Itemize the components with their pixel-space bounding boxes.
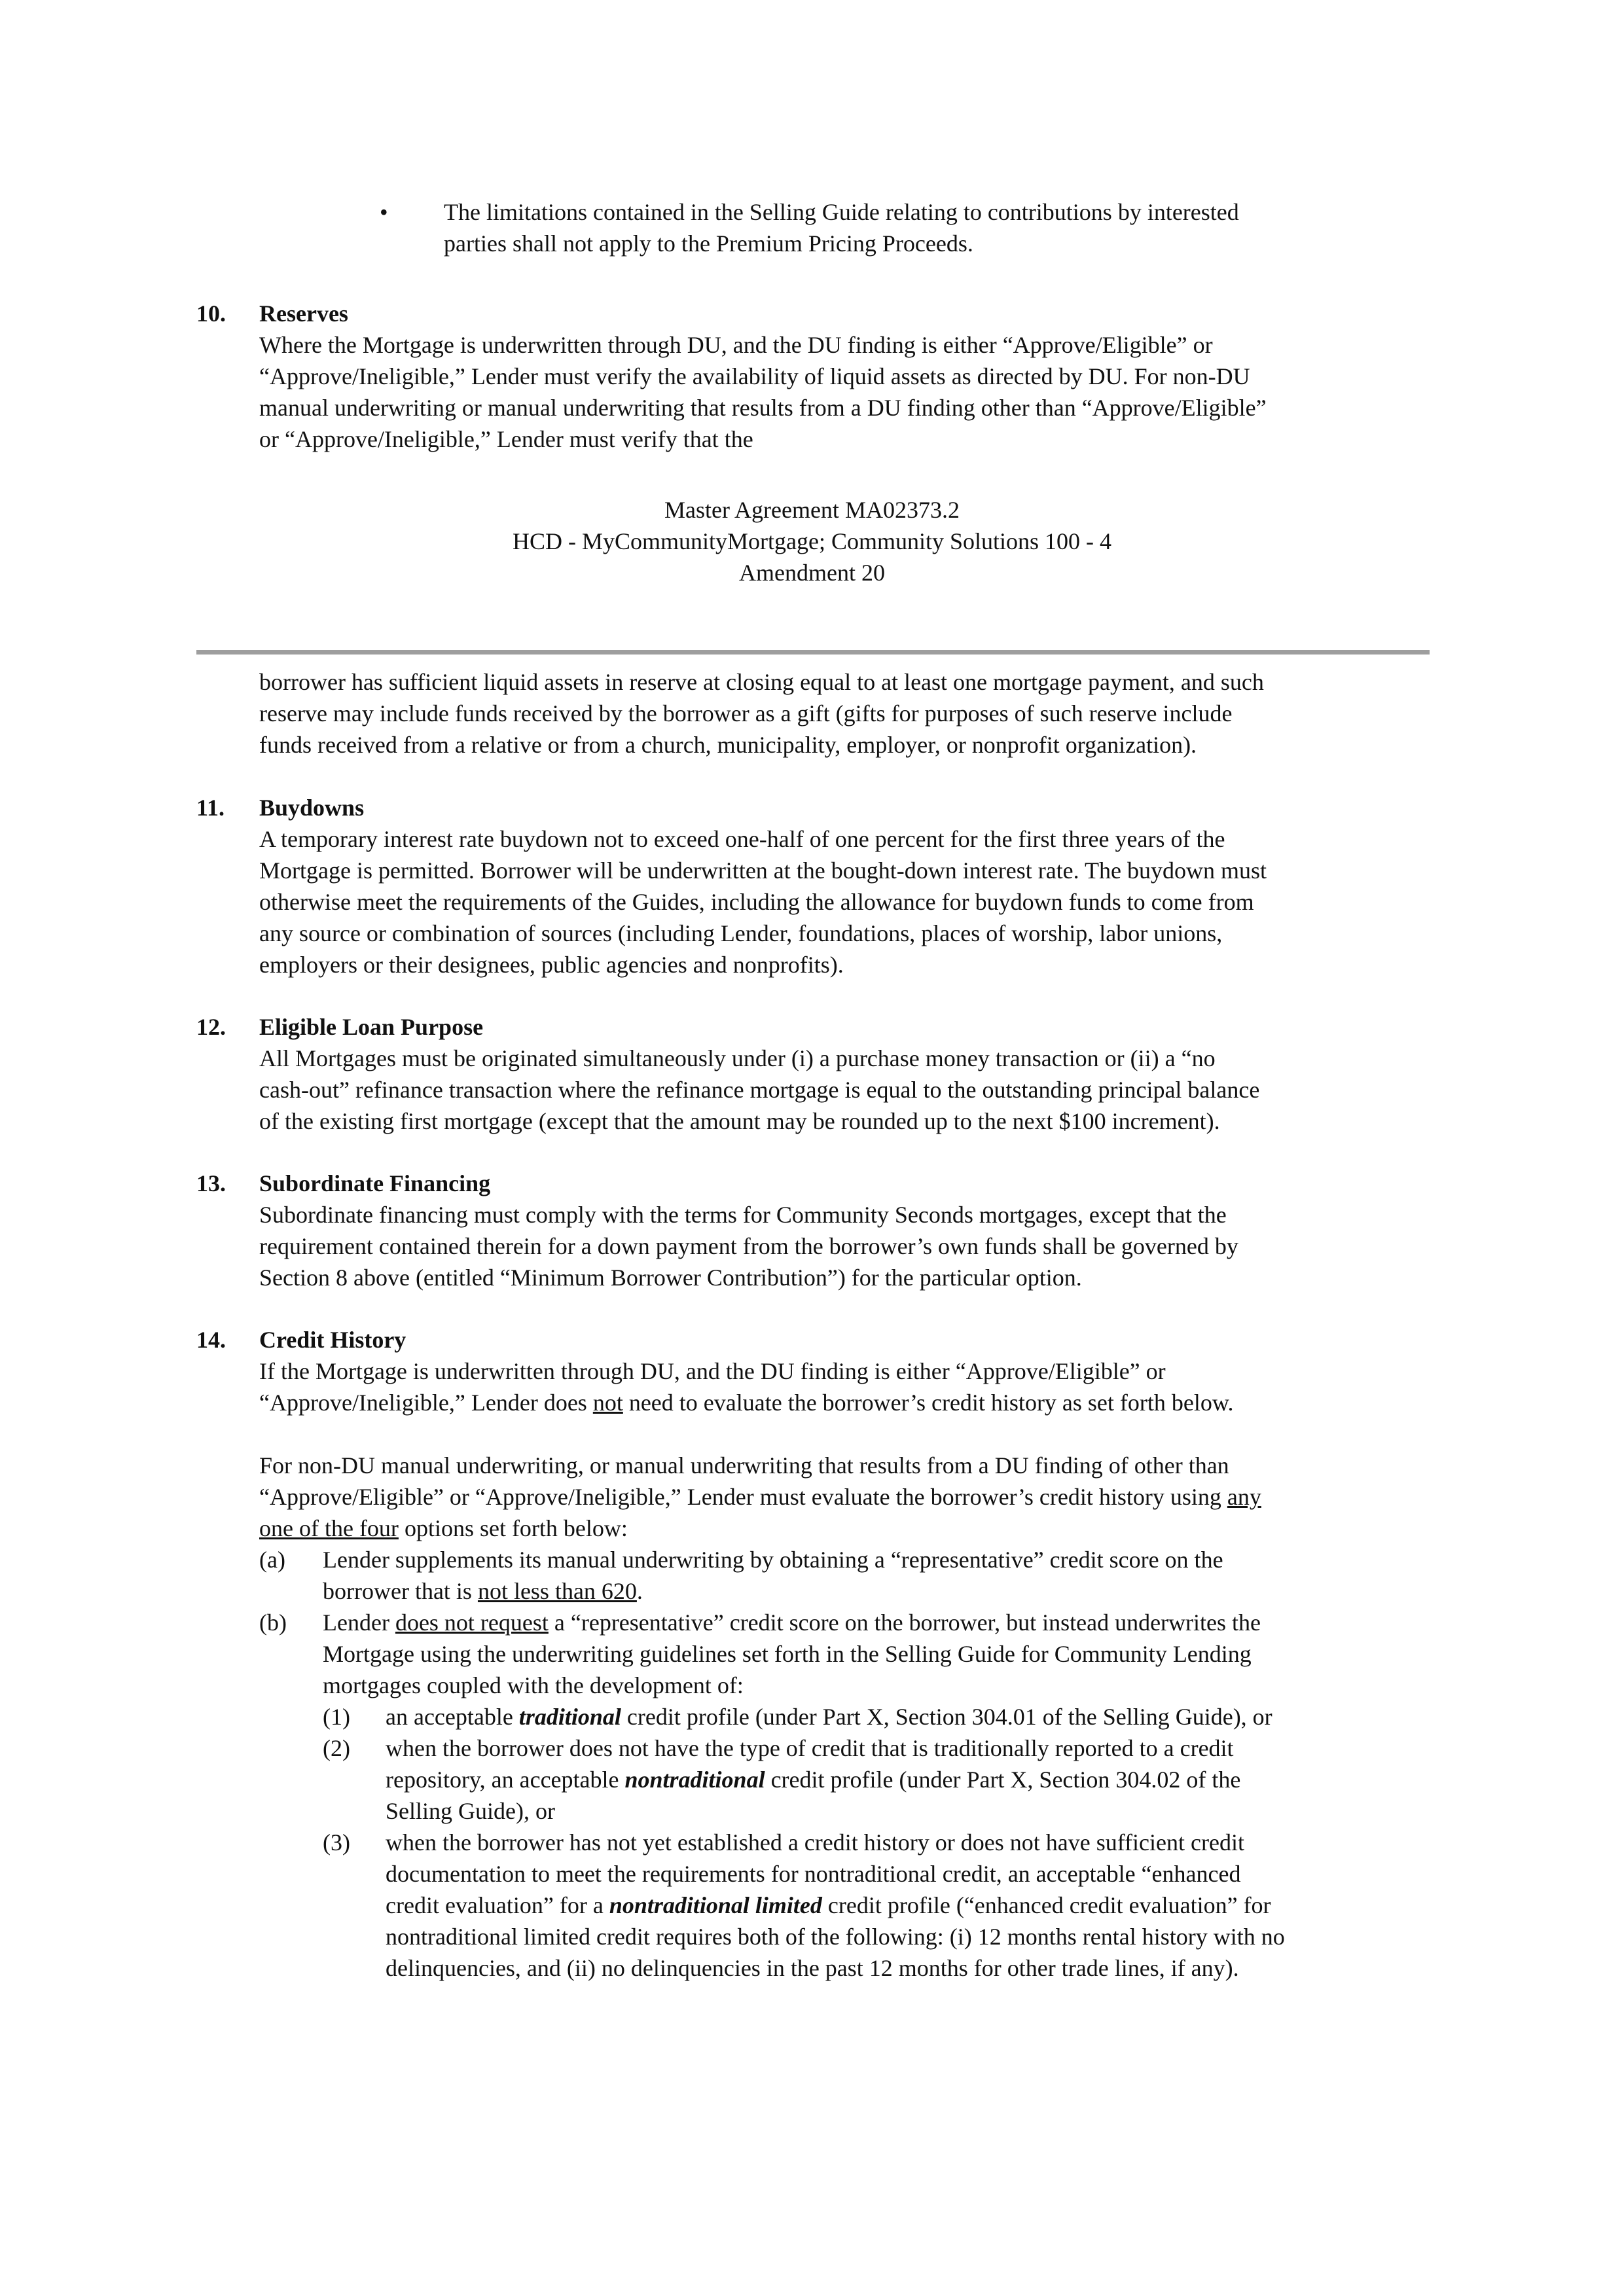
text-run: need to evaluate the borrower’s credit history as set forth below. [623,1390,1234,1416]
body-line: requirement contained therein for a down payment from the borrower’s own funds shall be governed by [259,1233,1238,1259]
body-line [386,1701,1433,1732]
text-run: “Approve/Eligible” or “Approve/Ineligible,” Lender must evaluate the borrower’s credit history using [259,1484,1227,1510]
body-line: borrower has sufficient liquid assets in reserve at closing equal to at least one mortgage payment, and such [259,669,1264,695]
text-run: credit profile (under Part X, Section 304.02 of the [765,1767,1241,1793]
page-footer [0,494,1624,588]
page-break-rule [196,650,1430,655]
section-body-continued [259,666,1437,761]
bullet-marker: • [380,199,388,225]
underlined-text: not less than 620 [477,1578,637,1604]
body-line: manual underwriting or manual underwriting that results from a DU finding other than “Approve/Eligible” [259,395,1267,421]
section-number: 10. [196,300,226,327]
footer-amendment: Amendment 20 [739,560,885,586]
section-body [259,329,1437,455]
text-run: a “representative” credit score on the borrower, but instead underwrites the [548,1609,1261,1636]
section-title: Reserves [259,300,348,327]
section-body [259,1043,1437,1137]
section-number: 11. [196,795,225,821]
text-run: credit profile (under Part X, Section 304.01 of the Selling Guide), or [621,1704,1272,1730]
body-line: when the borrower does not have the type of credit that is traditionally reported to a credit [386,1735,1234,1761]
section-number: 12. [196,1014,226,1040]
body-line: All Mortgages must be originated simultaneously under (i) a purchase money transaction or (ii) a “no [259,1045,1216,1071]
section-body [259,1450,1437,1544]
bold-italic-text: nontraditional limited [609,1892,822,1918]
body-line [259,1481,1437,1513]
body-line: documentation to meet the requirements for nontraditional credit, an acceptable “enhanced [386,1861,1241,1887]
section-number: 13. [196,1170,226,1196]
list-item-b [323,1607,1435,1701]
list-item-1 [386,1701,1433,1732]
section-body [259,1199,1437,1293]
text-run: credit profile (“enhanced credit evaluation” for [821,1892,1271,1918]
list-label: (1) [323,1704,350,1730]
bullet-text-line: The limitations contained in the Selling Guide relating to contributions by interested [444,199,1239,225]
body-line: cash-out” refinance transaction where the refinance mortgage is equal to the outstanding principal balance [259,1077,1260,1103]
body-line: of the existing first mortgage (except that the amount may be rounded up to the next $100 increment). [259,1108,1220,1134]
bold-italic-text: traditional [518,1704,621,1730]
body-line [259,1513,1437,1544]
body-line [259,1387,1437,1418]
list-item-a [323,1544,1435,1607]
body-line: Where the Mortgage is underwritten through DU, and the DU finding is either “Approve/Eligible” or [259,332,1213,358]
body-line: A temporary interest rate buydown not to exceed one-half of one percent for the first three years of the [259,826,1225,852]
text-run: “Approve/Ineligible,” Lender does [259,1390,593,1416]
text-run: Lender [323,1609,395,1636]
body-line: If the Mortgage is underwritten through DU, and the DU finding is either “Approve/Eligible” or [259,1358,1166,1384]
body-line [386,1890,1433,1921]
underlined-text: any [1227,1484,1261,1510]
text-run: . [636,1578,643,1604]
body-line: otherwise meet the requirements of the Guides, including the allowance for buydown funds to come from [259,889,1254,915]
text-run: repository, an acceptable [386,1767,625,1793]
section-title: Subordinate Financing [259,1170,491,1196]
text-run: borrower that is [323,1578,478,1604]
body-line: For non-DU manual underwriting, or manual underwriting that results from a DU finding of other than [259,1452,1229,1479]
list-item-2 [386,1732,1433,1827]
list-label: (b) [259,1609,287,1636]
body-line: mortgages coupled with the development of: [323,1672,744,1698]
section-title: Eligible Loan Purpose [259,1014,484,1040]
underlined-text: one of the four [259,1515,399,1541]
underlined-text: not [592,1390,623,1416]
body-line: Section 8 above (entitled “Minimum Borrower Contribution”) for the particular option. [259,1265,1082,1291]
section-number: 14. [196,1327,226,1353]
section-title: Credit History [259,1327,406,1353]
body-line: or “Approve/Ineligible,” Lender must verify that the [259,426,753,452]
underlined-text: does not request [395,1609,549,1636]
bullet-text-line: parties shall not apply to the Premium Pricing Proceeds. [444,230,973,257]
body-line: nontraditional limited credit requires both of the following: (i) 12 months rental history with no [386,1924,1285,1950]
body-line: Mortgage is permitted. Borrower will be underwritten at the bought-down interest rate. The buydown must [259,857,1267,884]
list-label: (a) [259,1547,285,1573]
body-line: Lender supplements its manual underwriting by obtaining a “representative” credit score on the [323,1547,1223,1573]
text-run: credit evaluation” for a [386,1892,609,1918]
body-line: “Approve/Ineligible,” Lender must verify the availability of liquid assets as directed by DU. For non-DU [259,363,1250,389]
list-label: (2) [323,1735,350,1761]
body-line [386,1764,1433,1795]
section-body [259,823,1437,980]
section-body [259,1355,1437,1418]
bold-italic-text: nontraditional [624,1767,765,1793]
body-line: any source or combination of sources (including Lender, foundations, places of worship, labor unions, [259,920,1223,946]
text-run: options set forth below: [398,1515,628,1541]
list-item-3 [386,1827,1433,1984]
body-line: Selling Guide), or [386,1798,555,1824]
body-line: Mortgage using the underwriting guidelines set forth in the Selling Guide for Community Lending [323,1641,1252,1667]
body-line [323,1575,1435,1607]
list-label: (3) [323,1829,350,1856]
body-line: funds received from a relative or from a church, municipality, employer, or nonprofit organization). [259,732,1197,758]
section-title: Buydowns [259,795,365,821]
body-line: delinquencies, and (ii) no delinquencies in the past 12 months for other trade lines, if any). [386,1955,1239,1981]
text-run: an acceptable [386,1704,519,1730]
footer-program: HCD - MyCommunityMortgage; Community Solutions 100 - 4 [512,528,1112,554]
body-line [323,1607,1435,1638]
footer-agreement: Master Agreement MA02373.2 [664,497,960,523]
body-line: Subordinate financing must comply with the terms for Community Seconds mortgages, except that the [259,1202,1227,1228]
body-line: when the borrower has not yet established a credit history or does not have sufficient credit [386,1829,1244,1856]
body-line: employers or their designees, public agencies and nonprofits). [259,952,844,978]
body-line: reserve may include funds received by the borrower as a gift (gifts for purposes of such reserve include [259,700,1233,726]
